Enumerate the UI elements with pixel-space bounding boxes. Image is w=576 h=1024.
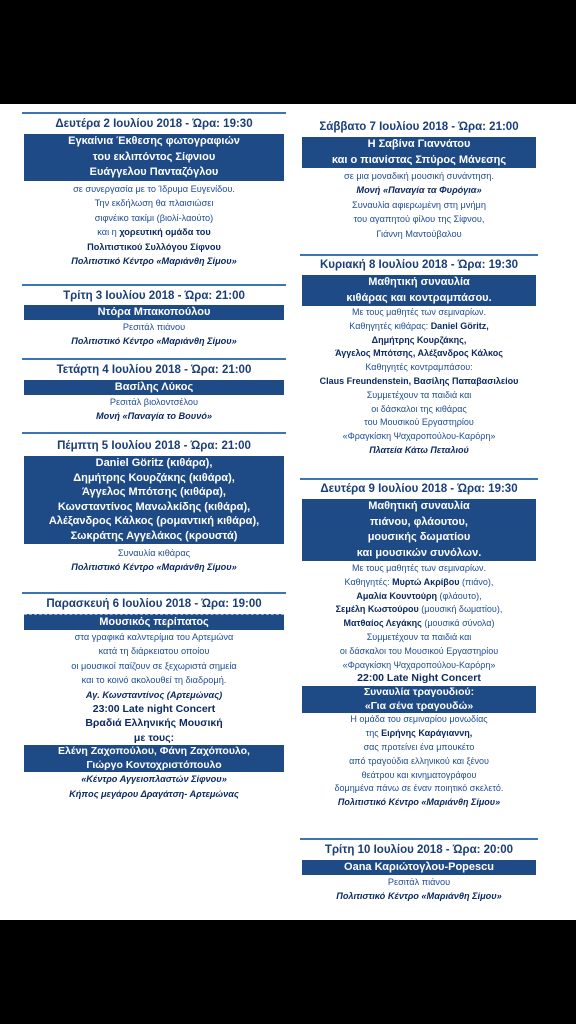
detail-line: Η ομάδα του σεμιναρίου μονωδίας: [350, 714, 488, 725]
detail-line: [300, 320, 538, 334]
detail-line: του αγαπητού φίλου της Σίφνου,: [353, 214, 485, 225]
detail-text: της: [365, 728, 382, 739]
title-line: Oana Καριώτογλου-Popescu: [344, 861, 494, 873]
event-title: [302, 275, 536, 306]
detail-line: Ρεσιτάλ πιάνου: [122, 322, 186, 332]
late-concert-title: με τους:: [133, 731, 175, 744]
late-concert-heading: 23:00 Late night Concert: [92, 703, 216, 716]
event-date: Πέμπτη 5 Ιουλίου 2018 - Ώρα: 21:00: [57, 440, 251, 452]
title-line: πιάνου, φλάουτου,: [370, 515, 468, 528]
detail-line: Ρεσιτάλ πιάνου: [387, 877, 451, 887]
divider: [300, 838, 538, 840]
event-venue: Πλατεία Κάτω Πεταλιού: [369, 444, 469, 455]
title-line: Η Σαβίνα Γιαννάτου: [367, 138, 471, 150]
detail-line: Την εκδήλωση θα πλαισιώσει: [94, 198, 214, 209]
event-title: [302, 860, 536, 875]
late-concert-title: Βραδιά Ελληνικής Μουσική: [85, 717, 223, 730]
title-line: Ευάγγελου Πανταζόγλου: [89, 166, 219, 178]
event-details: [300, 562, 538, 810]
detail-line: Συμμετέχουν τα παιδιά και: [366, 389, 472, 400]
title-line: Βασίλης Λύκος: [114, 381, 194, 393]
title-line: κιθάρας και κοντραμπάσου.: [346, 291, 492, 304]
event-venue: Αγ. Κωνσταντίνος (Αρτεμώνας): [85, 689, 223, 700]
detail-bold: χορευτική ομάδα του: [119, 227, 211, 238]
event-details: [22, 395, 286, 424]
title-line: και ο πιανίστας Σπύρος Μάνεσης: [331, 153, 507, 166]
title-line: Δημήτρης Κουρζάκης (κιθάρα),: [73, 471, 235, 484]
event-title: [302, 137, 536, 168]
detail-line: Πολιτιστικού Συλλόγου Σίφνου: [87, 241, 221, 252]
title-line: του εκλιπόντος Σίφνιου: [92, 150, 216, 163]
detail-text: και η: [97, 227, 120, 238]
performer-line: Γιώργο Κοντοχριστόπουλο: [86, 758, 222, 771]
detail-line: Συναυλία αφιερωμένη στη μνήμη: [352, 199, 486, 210]
event-venue: Πολιτιστικό Κέντρο «Μαριάνθη Σίμου»: [336, 891, 502, 902]
late-title-line: «Για σένα τραγουδώ»: [364, 699, 474, 712]
divider: [300, 254, 538, 256]
divider: [22, 112, 286, 114]
detail-line: Γιάννη Μαντούβαλου: [376, 228, 462, 239]
detail-line: θεάτρου και κινηματογράφου: [361, 769, 477, 780]
event-details: [22, 320, 286, 349]
detail-line: σας προτείνει ένα μπουκέτο: [363, 741, 475, 752]
event-details: [300, 169, 538, 241]
teacher-line: [300, 617, 538, 631]
late-concert-title: [302, 686, 536, 713]
detail-line: από τραγούδια ελληνικού και ξένου: [349, 755, 489, 766]
detail-line: σιφνέικο τακίμι (βιολί-λαούτο): [94, 212, 214, 223]
divider: [22, 358, 286, 360]
teacher-name: Αμαλία Κουντούρη: [356, 590, 438, 601]
teacher-name: Μυρτώ Ακρίβου: [392, 576, 460, 587]
event-details: [300, 306, 538, 458]
title-line: Εγκαίνια Έκθεσης φωτογραφιών: [68, 135, 240, 147]
teacher-role: (φλάουτο),: [439, 590, 482, 601]
detail-line: του Μουσικού Εργαστηρίου: [364, 417, 474, 428]
detail-line: Συμμετέχουν τα παιδιά και: [366, 631, 472, 642]
detail-line: Με τους μαθητές των σεμιναρίων.: [351, 563, 487, 573]
detail-line: σε συνεργασία με το Ίδρυμα Ευγενίδου.: [73, 184, 235, 194]
divider: [22, 592, 286, 594]
event-title: [24, 134, 284, 181]
detail-bold: Daniel Göritz,: [430, 320, 489, 331]
event-venue: Μονή «Παναγία το Βουνό»: [95, 411, 213, 422]
event-date: Σάββατο 7 Ιουλίου 2018 - Ώρα: 21:00: [319, 121, 519, 133]
event-title: [24, 380, 284, 395]
detail-line: οι δάσκαλοι του Μουσικού Εργαστηρίου: [339, 645, 499, 656]
title-line: Μαθητική συναυλία: [368, 500, 470, 512]
title-line: και μουσικών συνόλων.: [356, 546, 482, 559]
teacher-line: [300, 603, 538, 617]
program-sheet: [0, 104, 576, 920]
detail-line: στα γραφικά καλντερίμια του Αρτεμώνα: [74, 632, 234, 642]
teacher-line: [300, 576, 538, 590]
detail-line: οι δάσκαλοι της κιθάρας: [371, 403, 467, 414]
detail-line: και το κοινό ακολουθεί τη διαδρομή.: [81, 675, 227, 686]
late-concert-heading: 22:00 Late Night Concert: [357, 672, 481, 685]
title-line: Αλέξανδρος Κάλκος (ρομαντική κιθάρα),: [48, 515, 260, 528]
detail-text: Καθηγητές κιθάρας:: [349, 320, 431, 331]
detail-line: Δημήτρης Κουρζάκης,: [371, 334, 467, 345]
teacher-line: [300, 590, 538, 604]
detail-line: δομημένα πάνω σε έναν ποιητικό σκελετό.: [334, 783, 504, 794]
event-title: [24, 456, 284, 544]
title-line: Άγγελος Μπότσης (κιθάρα),: [82, 486, 226, 499]
event-date: Παρασκευή 6 Ιουλίου 2018 - Ώρα: 19:00: [46, 598, 262, 610]
divider: [22, 284, 286, 286]
late-concert-venue: Κήπος μεγάρου Δραγάτση- Αρτεμώνας: [69, 788, 239, 799]
detail-line: Ρεσιτάλ βιολοντσέλου: [109, 397, 199, 407]
event-title: [24, 614, 284, 630]
event-date: Τρίτη 3 Ιουλίου 2018 - Ώρα: 21:00: [63, 290, 245, 302]
event-venue: Πολιτιστικό Κέντρο «Μαριάνθη Σίμου»: [337, 797, 501, 808]
event-venue: Πολιτιστικό Κέντρο «Μαριάνθη Σίμου»: [71, 336, 237, 347]
event-details: [22, 546, 286, 575]
late-title-line: Συναυλία τραγουδιού:: [363, 686, 475, 699]
event-title: [302, 499, 536, 561]
event-title: [24, 305, 284, 320]
teacher-label: Καθηγητές:: [344, 576, 390, 587]
event-date: Κυριακή 8 Ιουλίου 2018 - Ώρα: 19:30: [319, 259, 519, 271]
event-date: Τετάρτη 4 Ιουλίου 2018 - Ώρα: 21:00: [56, 364, 252, 376]
title-line: Κωνσταντίνος Μανωλκίδης (κιθάρα),: [57, 500, 251, 513]
detail-line: σε μια μοναδική μουσική συνάντηση.: [344, 171, 494, 181]
detail-line: «Φραγκίσκη Ψαχαροπούλου-Καρόρη»: [342, 431, 496, 442]
event-date: Δευτέρα 2 Ιουλίου 2018 - Ώρα: 19:30: [55, 118, 253, 130]
teacher-name: Ματθαίος Λεγάκης: [343, 618, 422, 629]
event-date: Τρίτη 10 Ιουλίου 2018 - Ώρα: 20:00: [324, 844, 514, 856]
detail-line: «Φραγκίσκη Ψαχαροπούλου-Καρόρη»: [342, 659, 496, 670]
title-line: Μαθητική συναυλία: [368, 276, 470, 288]
event-date: Δευτέρα 9 Ιουλίου 2018 - Ώρα: 19:30: [320, 483, 518, 495]
detail-line: Καθηγητές κοντραμπάσου:: [365, 362, 473, 373]
detail-line: οι μουσικοί παίζουν σε ξεχωριστά σημεία: [71, 660, 237, 671]
detail-bold: Ειρήνης Καράγιαννη,: [381, 728, 473, 739]
title-line: Μουσικός περίπατος: [99, 616, 209, 628]
teacher-name: Σεμέλη Κωστούρου: [335, 604, 419, 615]
title-line: Ντόρα Μπακοπούλου: [97, 306, 211, 318]
teacher-role: (μουσικά σύνολα): [424, 618, 495, 629]
detail-line: Claus Freundenstein, Βασίλης Παπαβασιλείου: [319, 375, 519, 386]
event-venue: Πολιτιστικό Κέντρο «Μαριάνθη Σίμου»: [71, 256, 237, 267]
event-details: [300, 875, 538, 904]
detail-line: Με τους μαθητές των σεμιναρίων.: [351, 307, 487, 317]
title-line: Σωκράτης Αγγελάκος (κρουστά): [70, 529, 238, 542]
late-concert-performers: [24, 745, 284, 772]
detail-line: κατά τη διάρκειατου οποίου: [98, 646, 210, 657]
event-venue: Πολιτιστικό Κέντρο «Μαριάνθη Σίμου»: [71, 562, 237, 573]
detail-line: Συναυλία κιθάρας: [117, 548, 191, 558]
performer-line: Ελένη Ζαχοπούλου, Φάνη Ζαχόπουλο,: [58, 745, 250, 758]
title-line: Daniel Göritz (κιθάρα),: [95, 457, 213, 469]
detail-line: Άγγελος Μπότσης, Αλέξανδρος Κάλκος: [335, 348, 503, 359]
teacher-role: (πιάνο),: [462, 576, 494, 587]
detail-line: [300, 727, 538, 741]
event-details: [22, 182, 286, 268]
detail-line: [22, 225, 286, 239]
late-concert-venue: «Κέντρο Αγγειοπλαστών Σίφνου»: [81, 774, 227, 785]
teacher-role: (μουσική δωματίου),: [421, 604, 503, 615]
event-details: [22, 630, 286, 801]
event-venue: Μονή «Παναγία τα Φυρόγια»: [356, 185, 482, 196]
divider: [300, 478, 538, 480]
divider: [22, 432, 286, 434]
title-line: μουσικής δωματίου: [367, 531, 471, 543]
